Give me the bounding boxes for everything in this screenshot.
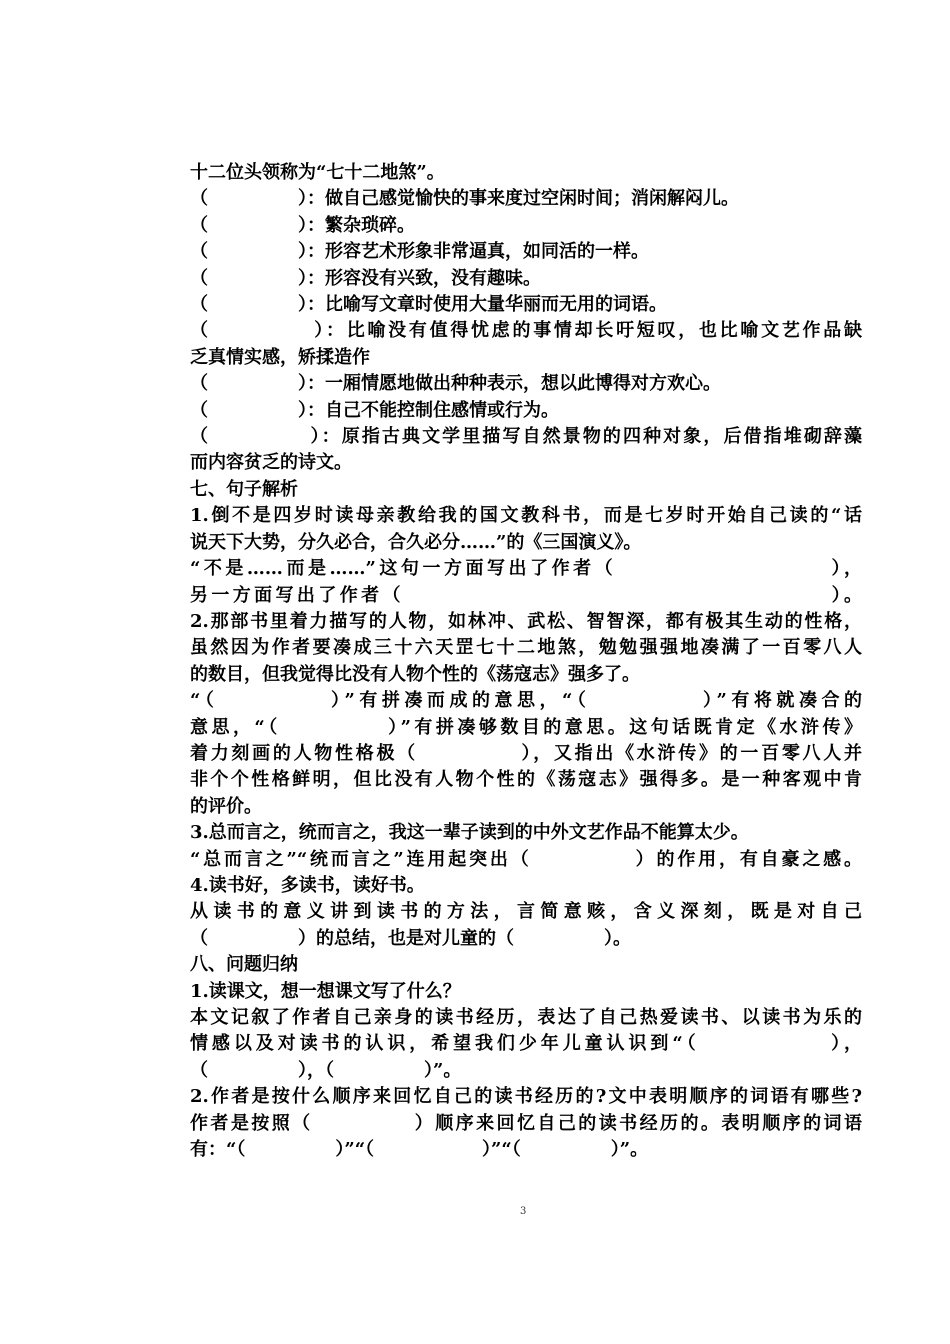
text-line: 本文记叙了作者自己亲身的读书经历，表达了自己热爱读书、以读书为乐的 (190, 1007, 862, 1028)
fill-blank-definition: （ ）：原指古典文学里描写自然景物的四种对象，后借指堆砌辞藻 (190, 426, 862, 448)
fill-blank-definition: （ ）：比喻没有值得忧虑的事情却长吁短叹，也比喻文艺作品缺 (190, 320, 862, 342)
fill-blank-definition: （ ）：形容没有兴致，没有趣味。 (190, 267, 541, 289)
worksheet-body (190, 160, 862, 1163)
section-heading: 八、问题归纳 (190, 954, 298, 976)
fill-blank-definition: （ ）：比喻写文章时使用大量华丽而无用的词语。 (190, 294, 667, 316)
text-line: 十二位头领称为“七十二地煞”。 (190, 162, 445, 183)
question-text: 1.倒不是四岁时读母亲教给我的国文教科书，而是七岁时开始自己读的“话 (190, 505, 862, 527)
text-line: 的评价。 (190, 795, 262, 817)
section-heading: 七、句子解析 (190, 478, 298, 500)
fill-blank-line: 有：“（ ）”“（ ）”“（ ）”。 (190, 1139, 649, 1161)
fill-blank-line: “总而言之”“统而言之”连用起突出（ ）的作用，有自豪之感。 (190, 848, 862, 870)
page-number: 3 (520, 1206, 527, 1217)
question-text: 说天下大势，分久必合，合久必分……”的《三国演义》。 (190, 531, 642, 553)
text-line: 乏真情实感，矫揉造作 (190, 346, 370, 368)
fill-blank-definition: （ ）：繁杂琐碎。 (190, 214, 415, 236)
fill-blank-line: （ ）的总结，也是对儿童的（ ）。 (190, 927, 631, 949)
text-line: 从读书的意义讲到读书的方法，言简意赅，含义深刻，既是对自己 (190, 901, 862, 923)
fill-blank-definition: （ ）：自己不能控制住感情或行为。 (190, 399, 559, 421)
question-text: 4.读书好，多读书，读好书。 (190, 874, 425, 896)
fill-blank-line: 情感以及对读书的认识，希望我们少年儿童认识到“（ ）， (190, 1033, 862, 1055)
question-text: 2.那部书里着力描写的人物，如林冲、武松、智智深，都有极其生动的性格， (190, 610, 862, 632)
question-text: 2.作者是按什么顺序来回忆自己的读书经历的?文中表明顺序的词语有哪些? (190, 1086, 862, 1108)
fill-blank-line: 意思，“（ ）”有拼凑够数目的意思。这句话既肯定《水浒传》 (190, 716, 862, 738)
fill-blank-line: （ ），（ ）”。 (190, 1059, 462, 1081)
fill-blank-definition: （ ）：做自己感觉愉快的事来度过空闲时间；消闲解闷儿。 (190, 188, 739, 210)
fill-blank-line: 作者是按照（ ）顺序来回忆自己的读书经历的。表明顺序的词语 (190, 1112, 862, 1134)
fill-blank-line: 着力刻画的人物性格极（ ），又指出《水浒传》的一百零八人并 (190, 742, 862, 764)
fill-blank-definition: （ ）：一厢情愿地做出种种表示，想以此博得对方欢心。 (190, 373, 721, 395)
question-text: 1.读课文，想一想课文写了什么？ (190, 980, 461, 1002)
fill-blank-line: “不是……而是……”这句一方面写出了作者（ ）， (190, 558, 862, 580)
question-text: 虽然因为作者要凑成三十六天罡七十二地煞，勉勉强强地凑满了一百零八人 (190, 637, 862, 659)
question-text: 3.总而言之，统而言之，我这一辈子读到的中外文艺作品不能算太少。 (190, 822, 749, 844)
text-line: 非个个性格鲜明，但比没有人物个性的《荡寇志》强得多。是一种客观中肯 (190, 769, 862, 791)
fill-blank-line: 另一方面写出了作者（ ）。 (190, 584, 862, 606)
fill-blank-line: “（ ）”有拼凑而成的意思，“（ ）”有将就凑合的 (190, 690, 862, 712)
fill-blank-definition: （ ）：形容艺术形象非常逼真，如同活的一样。 (190, 241, 649, 263)
question-text: 的数目，但我觉得比没有人物个性的《荡寇志》强多了。 (190, 663, 640, 685)
text-line: 而内容贫乏的诗文。 (190, 452, 352, 474)
